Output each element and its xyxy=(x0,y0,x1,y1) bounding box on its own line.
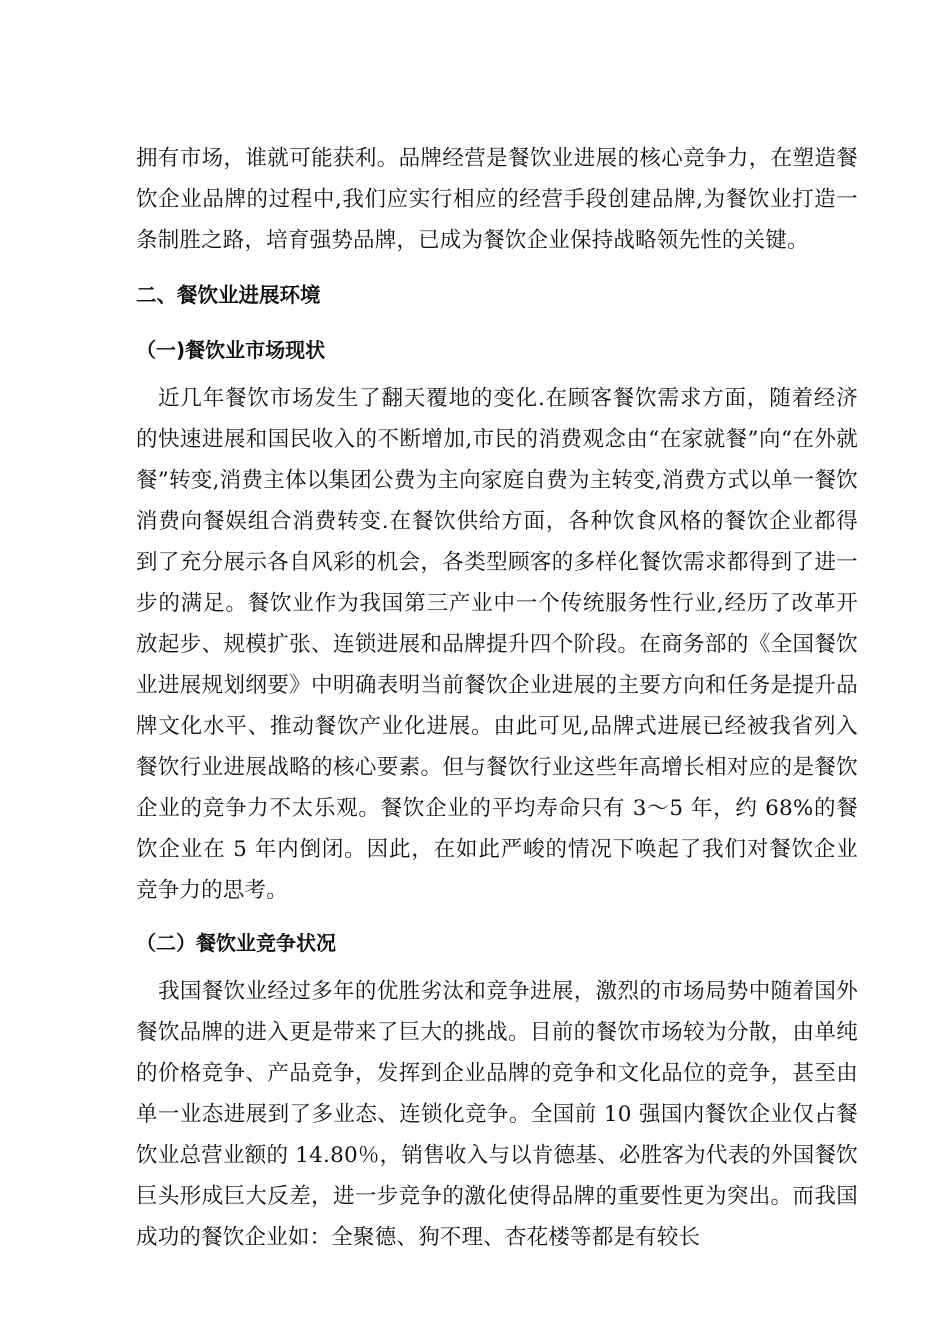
intro-paragraph: 拥有市场，谁就可能获利。品牌经营是餐饮业进展的核心竞争力，在塑造餐饮企业品牌的过程中,我们应实行相应的经营手段创建品牌,为餐饮业打造一条制胜之路，培育强势品牌，已成为餐饮企业保持战略领先性的关键。 xyxy=(136,146,858,253)
document-page xyxy=(136,138,858,1258)
paragraph-competition: 我国餐饮业经过多年的优胜劣汰和竞争进展，激烈的市场局势中随着国外餐饮品牌的进入更是带来了巨大的挑战。目前的餐饮市场较为分散，由单纯的价格竞争、产品竞争，发挥到企业品牌的竞争和文化品位的竞争，甚至由单一业态进展到了多业态、连锁化竞争。全国前 10 强国内餐饮企业仅占餐饮业总营业额的 14.80％，销售收入与以肯德基、必胜客为代表的外国餐饮巨头形成巨大反差，进一步竞争的激化使得品牌的重要性更为突出。而我国成功的餐饮企业如：全聚德、狗不理、杏花楼等都是有较长 xyxy=(136,979,858,1250)
sub-heading-competition: （二）餐饮业竞争状况 xyxy=(136,931,336,955)
sub-heading-market-status: （一)餐饮业市场现状 xyxy=(136,338,326,362)
section-heading: 二、餐饮业进展环境 xyxy=(136,283,321,307)
paragraph-market-status: 近几年餐饮市场发生了翻天覆地的变化.在顾客餐饮需求方面，随着经济的快速进展和国民收入的不断增加,市民的消费观念由“在家就餐”向“在外就餐”转变,消费主体以集团公费为主向家庭自费为主转变,消费方式以单一餐饮消费向餐娱组合消费转变.在餐饮供给方面，各种饮食风格的餐饮企业都得到了充分展示各自风彩的机会，各类型顾客的多样化餐饮需求都得到了进一步的满足。餐饮业作为我国第三产业中一个传统服务性行业,经历了改革开放起步、规模扩张、连锁进展和品牌提升四个阶段。在商务部的《全国餐饮业进展规划纲要》中明确表明当前餐饮企业进展的主要方向和任务是提升品牌文化水平、推动餐饮产业化进展。由此可见,品牌式进展已经被我省列入餐饮行业进展战略的核心要素。但与餐饮行业这些年高增长相对应的是餐饮企业的竞争力不太乐观。餐饮企业的平均寿命只有 3～5 年，约 68%的餐饮企业在 5 年内倒闭。因此，在如此严峻的情况下唤起了我们对餐饮企业竞争力的思考。 xyxy=(136,386,858,903)
